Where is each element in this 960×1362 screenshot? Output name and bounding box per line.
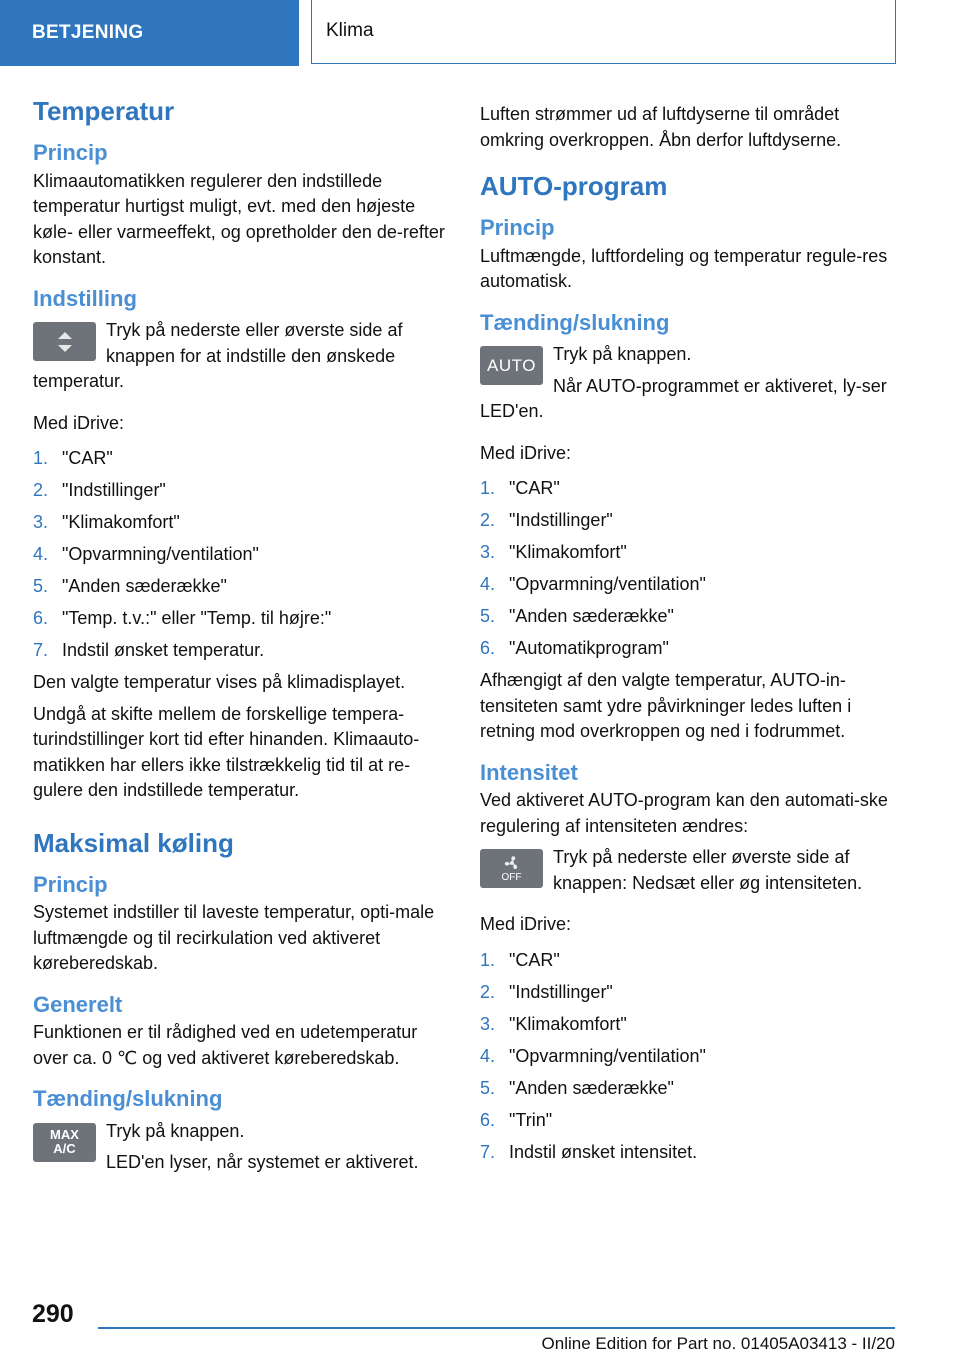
- idrive-label: Med iDrive:: [480, 442, 572, 463]
- fan-off-icon: [480, 849, 543, 888]
- auto-onoff-heading: Tænding/slukning: [480, 309, 670, 335]
- general-heading: Generelt: [33, 991, 123, 1017]
- list-item: 2. "Indstillinger": [33, 480, 166, 501]
- principle-heading: Princip: [33, 140, 108, 166]
- intensity-button-text: Tryk på nederste eller øverste side af knappen: Nedsæt eller øg intensiteten.: [553, 847, 863, 893]
- max-cooling-onoff-text1: Tryk på knappen.: [106, 1120, 245, 1141]
- list-item: 6. "Automatikprogram": [480, 638, 669, 659]
- max-ac-icon-line1: MAX: [50, 1127, 79, 1143]
- idrive-steps: [33, 442, 449, 666]
- footer-divider: [98, 1327, 895, 1329]
- auto-program-title: AUTO-program: [480, 171, 668, 201]
- list-item: 5. "Anden sæderække": [480, 1077, 674, 1098]
- setting-heading: Indstilling: [33, 285, 137, 311]
- display-note: Den valgte temperatur vises på klimadisplayet.: [33, 672, 406, 693]
- list-item: 6. "Trin": [480, 1109, 553, 1130]
- airflow-intro: Luften strømmer ud af luftdyserne til området omkring overkroppen. Åbn derfor luftdyserne.: [480, 104, 842, 150]
- list-item: 6. "Temp. t.v.:" eller "Temp. til højre:": [33, 608, 332, 629]
- temperature-title: Temperatur: [33, 96, 175, 126]
- auto-icon: [480, 346, 543, 385]
- list-item: 1. "CAR": [480, 478, 560, 499]
- setting-text: Tryk på nederste eller øverste side af knappen for at indstille den ønskede temperatur.: [33, 320, 403, 392]
- chapter-title: Klima: [311, 0, 896, 64]
- auto-principle-heading: Princip: [480, 215, 555, 241]
- auto-onoff-text1: Tryk på knappen.: [553, 344, 692, 365]
- max-cooling-onoff-text2: LED'en lyser, når systemet er aktiveret.: [106, 1152, 419, 1173]
- fan-off-label: OFF: [501, 872, 522, 884]
- auto-principle-text: Luftmængde, luftfordeling og temperatur regule-res automatisk.: [480, 245, 888, 292]
- list-item: 4. "Opvarmning/ventilation": [480, 574, 706, 595]
- section-tab: BETJENING: [0, 0, 299, 66]
- auto-idrive-steps: [480, 472, 896, 664]
- max-ac-icon: [33, 1123, 96, 1162]
- intensity-idrive-steps: [480, 944, 896, 1168]
- left-column: [33, 96, 449, 1196]
- list-item: 4. "Opvarmning/ventilation": [33, 544, 259, 565]
- max-ac-icon-line2: A/C: [53, 1141, 76, 1157]
- switching-note: Undgå at skifte mellem de forskellige tempera-turindstillinger kort tid efter hinanden. Klimaauto-matikken har ellers ikke tilstrækkelig tid til at re-gulere den indstillede temperatur.: [33, 703, 420, 801]
- max-cooling-principle-heading: Princip: [33, 871, 108, 897]
- up-down-arrows-icon: [33, 322, 96, 361]
- page-header: [0, 0, 960, 66]
- intensity-text: Ved aktiveret AUTO-program kan den automati-ske regulering af intensiteten ændres:: [480, 790, 888, 836]
- max-cooling-onoff-heading: Tænding/slukning: [33, 1086, 223, 1112]
- list-item: 4. "Opvarmning/ventilation": [480, 1045, 706, 1066]
- auto-onoff-text2: Når AUTO-programmet er aktiveret, ly-ser LED'en.: [480, 375, 887, 422]
- max-cooling-title: Maksimal køling: [33, 827, 234, 858]
- list-item: 3. "Klimakomfort": [480, 542, 627, 563]
- general-text: Funktionen er til rådighed ved en udetemperatur over ca. 0 ℃ og ved aktiveret køreberedskab.: [33, 1022, 418, 1068]
- auto-icon-label: AUTO: [487, 355, 536, 375]
- edition-text: Online Edition for Part no. 01405A03413 - II/20: [541, 1334, 895, 1353]
- list-item: 7. Indstil ønsket intensitet.: [480, 1141, 698, 1162]
- idrive-label-2: Med iDrive:: [480, 914, 572, 935]
- list-item: 5. "Anden sæderække": [33, 576, 227, 597]
- right-column: [480, 102, 896, 1182]
- auto-airflow-note: Afhængigt af den valgte temperatur, AUTO-in-tensiteten samt ydre påvirkninger ledes luften i retning mod overkroppen og ned i fodrummet.: [480, 670, 852, 742]
- list-item: 7. Indstil ønsket temperatur.: [33, 640, 265, 661]
- list-item: 5. "Anden sæderække": [480, 606, 674, 627]
- list-item: 3. "Klimakomfort": [480, 1013, 627, 1034]
- list-item: 3. "Klimakomfort": [33, 512, 180, 533]
- list-item: 2. "Indstillinger": [480, 981, 613, 1002]
- principle-text: Klimaautomatikken regulerer den indstillede temperatur hurtigst muligt, evt. med den højeste køle- eller varmeeffekt, og opretholder den de-refter konstant.: [33, 170, 445, 268]
- intensity-heading: Intensitet: [480, 759, 578, 785]
- list-item: 1. "CAR": [33, 448, 113, 469]
- idrive-label: Med iDrive:: [33, 412, 125, 433]
- max-cooling-principle-text: Systemet indstiller til laveste temperatur, opti-male luftmængde og til recirkulation ved aktiveret køreberedskab.: [33, 902, 435, 974]
- list-item: 2. "Indstillinger": [480, 510, 613, 531]
- page-number: 290: [32, 1300, 74, 1328]
- list-item: 1. "CAR": [480, 949, 560, 970]
